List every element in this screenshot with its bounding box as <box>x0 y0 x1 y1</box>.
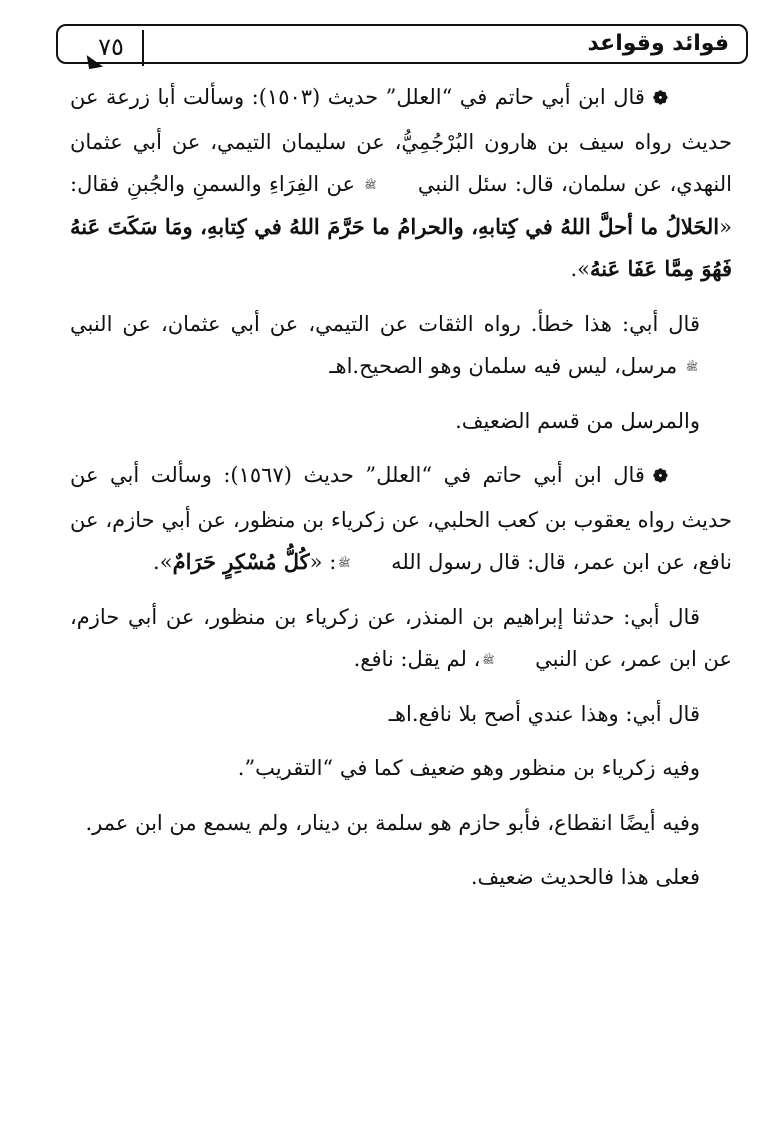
salawat-glyph-icon: ﷺ <box>482 654 495 666</box>
salawat-glyph-icon: ﷺ <box>364 179 377 191</box>
paragraph-3 <box>70 400 732 443</box>
salawat-glyph-icon: ﷺ <box>338 557 351 569</box>
paragraph-text: قال أبي: هذا خطأ. رواه الثقات عن التيمي، عن أبي عثمان، عن النبي <box>70 311 700 336</box>
page-body <box>70 76 732 911</box>
paragraph-2 <box>70 303 732 388</box>
paragraph-text: وفيه أيضًا انقطاع، فأبو حازم هو سلمة بن دينار، ولم يسمع من ابن عمر. <box>85 810 700 835</box>
entry-middle: عن الفِرَاءِ والسمنِ والجُبنِ فقال: « <box>70 172 732 239</box>
entry-intro: قال ابن أبي حاتم في “العلل” حديث (١٥٠٣): وسألت أبا زرعة عن حديث رواه سيف بن هارون البُرْجُمِيُّ، عن سليمان التيمي، عن أبي عثمان النهدي، عن سلمان، قال: سئل النبي <box>70 85 732 196</box>
paragraph-text: مرسل، ليس فيه سلمان وهو الصحيح.اهـ <box>329 354 678 378</box>
paragraph-4 <box>70 454 732 584</box>
paragraph-text: قال أبي: وهذا عندي أصح بلا نافع.اهـ <box>388 701 700 726</box>
running-title: فوائد وقواعد <box>587 31 729 56</box>
entry-end: ». <box>153 550 173 574</box>
paragraph-text: ، لم يقل: نافع. <box>353 647 481 671</box>
paragraph-6 <box>70 693 732 736</box>
hadith-text: كُلُّ مُسْكِرٍ حَرَامٌ <box>172 549 310 574</box>
paragraph-5 <box>70 596 732 681</box>
entry-intro: قال ابن أبي حاتم في “العلل” حديث (١٥٦٧): وسألت أبي عن حديث رواه يعقوب بن كعب الحلبي، عن زكرياء بن منظور، عن أبي حازم، عن نافع، عن ابن عمر، قال: قال رسول الله <box>70 463 732 574</box>
paragraph-text: قال أبي: حدثنا إبراهيم بن المنذر، عن زكرياء بن منظور، عن أبي حازم، عن ابن عمر، عن النبي <box>70 604 732 671</box>
entry-end: ». <box>570 257 591 281</box>
paragraph-7 <box>70 747 732 790</box>
paragraph-text: فعلى هذا فالحديث ضعيف. <box>470 865 700 889</box>
paragraph-9 <box>70 856 732 899</box>
entry-middle: : « <box>309 550 337 574</box>
paragraph-text: وفيه زكرياء بن منظور وهو ضعيف كما في “التقريب”. <box>237 756 700 780</box>
paragraph-text: والمرسل من قسم الضعيف. <box>455 408 700 433</box>
flower-marker-icon: ❁ <box>652 88 668 109</box>
paragraph-8 <box>70 802 732 845</box>
page-number: ٧٥ <box>80 30 144 66</box>
flower-marker-icon: ❁ <box>652 466 668 487</box>
paragraph-1 <box>70 76 732 291</box>
salawat-glyph-icon: ﷺ <box>685 361 698 373</box>
hadith-text: الحَلالُ ما أحلَّ اللهُ في كِتابهِ، والحرامُ ما حَرَّمَ اللهُ في كِتابهِ، ومَا سَكَتَ عَنهُ فَهُوَ مِمَّا عَفَا عَنهُ <box>70 213 732 281</box>
